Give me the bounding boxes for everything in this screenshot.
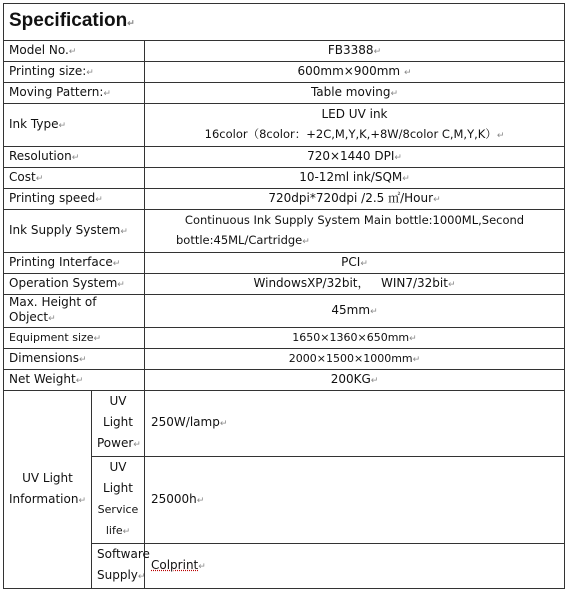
spec-value: 2000×1500×1000mm↵ [145,349,565,370]
uv-sub-label: UV Light Service life↵ [92,457,145,544]
spec-value: 45mm↵ [145,295,565,328]
table-row [4,62,565,83]
spec-label: Printing size:↵ [4,62,145,83]
specification-table [3,3,565,589]
table-row [4,104,565,147]
spec-value: Continuous Ink Supply System Main bottle:1000ML,Second bottle:45ML/Cartridge↵ [145,210,565,253]
table-row [4,274,565,295]
spec-label: Model No.↵ [4,41,145,62]
return-mark-icon: ↵ [127,18,135,28]
table-row [4,147,565,168]
spec-value: LED UV ink 16color（8color：+2C,M,Y,K,+8W/8color C,M,Y,K）↵ [145,104,565,147]
title-row [4,4,565,41]
spec-label: Ink Supply System↵ [4,210,145,253]
spec-label: Moving Pattern:↵ [4,83,145,104]
spec-label: Resolution↵ [4,147,145,168]
table-row [4,349,565,370]
spec-label: Max. Height of Object↵ [4,295,145,328]
table-row [4,189,565,210]
ink-type-line2: 16color（8color：+2C,M,Y,K,+8W/8color C,M,Y,K） [204,127,497,141]
uv-sub-value: 25000h↵ [145,457,565,544]
spec-label: Cost↵ [4,168,145,189]
uv-light-info-label: UV Light Information↵ [4,391,92,589]
table-row [4,370,565,391]
spec-value: 600mm×900mm ↵ [145,62,565,83]
spec-value: Table moving↵ [145,83,565,104]
uv-sub-label: Software Supply↵ [92,544,145,589]
table-row [4,328,565,349]
spec-value: 720dpi*720dpi /2.5 ㎡/Hour↵ [145,189,565,210]
ink-supply-line2: bottle:45ML/Cartridge [176,233,303,247]
table-row [4,41,565,62]
spec-value: 10-12ml ink/SQM↵ [145,168,565,189]
spec-label: Equipment size↵ [4,328,145,349]
table-title: Specification↵ [4,4,565,41]
table-row [4,83,565,104]
spec-value: WindowsXP/32bit， WIN7/32bit↵ [145,274,565,295]
spec-value: 200KG↵ [145,370,565,391]
table-row [4,253,565,274]
spec-value: PCI↵ [145,253,565,274]
table-row [4,295,565,328]
spec-label: Printing Interface↵ [4,253,145,274]
spec-label: Printing speed↵ [4,189,145,210]
table-row [4,391,565,457]
uv-sub-label: UV Light Power↵ [92,391,145,457]
uv-sub-value: Colprint↵ [145,544,565,589]
table-row [4,210,565,253]
uv-sub-value: 250W/lamp↵ [145,391,565,457]
ink-supply-line1: Continuous Ink Supply System Main bottle:1000ML,Second [184,213,525,227]
spec-value: FB3388↵ [145,41,565,62]
spec-label: Operation System↵ [4,274,145,295]
spec-label: Dimensions↵ [4,349,145,370]
spec-label: Net Weight↵ [4,370,145,391]
spec-label: Ink Type↵ [4,104,145,147]
spec-value: 720×1440 DPI↵ [145,147,565,168]
spec-value: 1650×1360×650mm↵ [145,328,565,349]
table-row [4,168,565,189]
ink-type-line1: LED UV ink [321,107,388,121]
